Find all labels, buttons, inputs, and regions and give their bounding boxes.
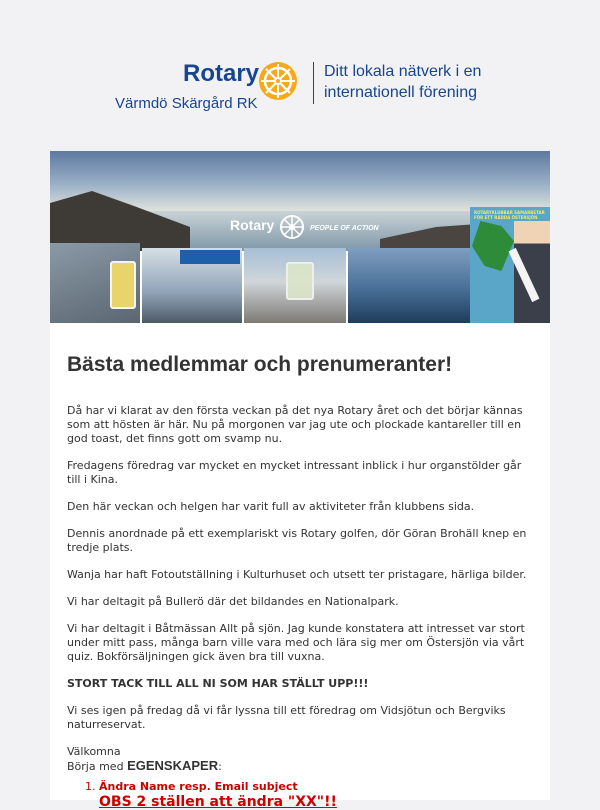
paragraph: Fredagens föredrag var mycket en mycket intressant inblick i hur organstölder går till i Kina. [67,459,522,486]
step-title: Ändra Name resp. Email subject [99,780,298,793]
jar-shape [110,261,136,309]
closing-paragraph: Vi ses igen på fredag då vi får lyssna till ett föredrag om Vidsjötun och Bergviks naturreservat. [67,704,506,731]
step-item [99,780,533,810]
photo-sea-view [348,248,470,323]
tagline-line1: Ditt lokala nätverk i en [324,63,482,80]
photo-poster-person [470,207,550,323]
instruction-keyword: EGENSKAPER [127,758,219,773]
paragraph: Vi har deltagit på Bullerö där det bildandes en Nationalpark. [67,595,399,608]
club-name: Värmdö Skärgård RK [115,95,258,112]
photo-water-jar [244,248,346,323]
article-title: Bästa medlemmar och prenumeranter! [67,353,453,376]
photo-booth-group [142,248,242,323]
map-shape [472,221,514,271]
paragraph: Vi har deltagit i Båtmässan Allt på sjön. Jag kunde konstatera att intresset var stort under mitt pass, många barn ville vara med och lära sig mer om Östersjön via vårt quiz. Bokförsäljningen gick även bra till vuxna. [67,622,525,663]
step-note: OBS 2 ställen att ändra "XX"!! [99,794,337,810]
banner-slogan: PEOPLE OF ACTION [310,225,379,232]
banner-rotary-wheel-icon [279,214,305,240]
header-divider [313,62,314,104]
banner-rotary-logo: Rotary [230,217,275,233]
tagline-line2: internationell förening [324,84,477,101]
brand-name: Rotary [183,60,260,87]
instruction-suffix: : [218,760,222,773]
photo-child-with-jar [50,243,140,323]
tent-shape [180,250,240,264]
article-body [50,323,550,810]
poster-title: ROTARYKLUBBAR SAMARBETAR FÖR ETT RÅDDA ÖSTERSJÖN [474,210,545,220]
email-header [0,0,600,150]
paragraph: Då har vi klarat av den första veckan på det nya Rotary året och det börjar kännas som att hösten är här. Nu på morgonen var jag ute och plockade kantareller till en god toast, det finns gott om svamp nu. [67,404,523,445]
instruction-steps [67,780,533,810]
banner-collage [50,151,550,323]
brand-logo [183,60,259,88]
newsletter-card [50,151,550,810]
paragraph: Wanja har haft Fotoutställning i Kulturhuset och utsett ter pristagare, härliga bilder. [67,568,527,581]
paragraph: Dennis anordnade på ett exemplariskt vis Rotary golfen, dör Göran Brohäll knep en tredje plats. [67,527,527,554]
jar-shape [286,262,314,300]
rotary-wheel-icon [257,60,299,102]
paragraph: Den här veckan och helgen har varit full av aktiviteter från klubbens sida. [67,500,475,513]
instruction-line [67,759,533,774]
greeting: Välkomna [67,745,121,758]
instruction-prefix: Börja med [67,760,128,773]
thank-you-line: STORT TACK TILL ALL NI SOM HAR STÄLLT UPP!!! [67,677,369,690]
